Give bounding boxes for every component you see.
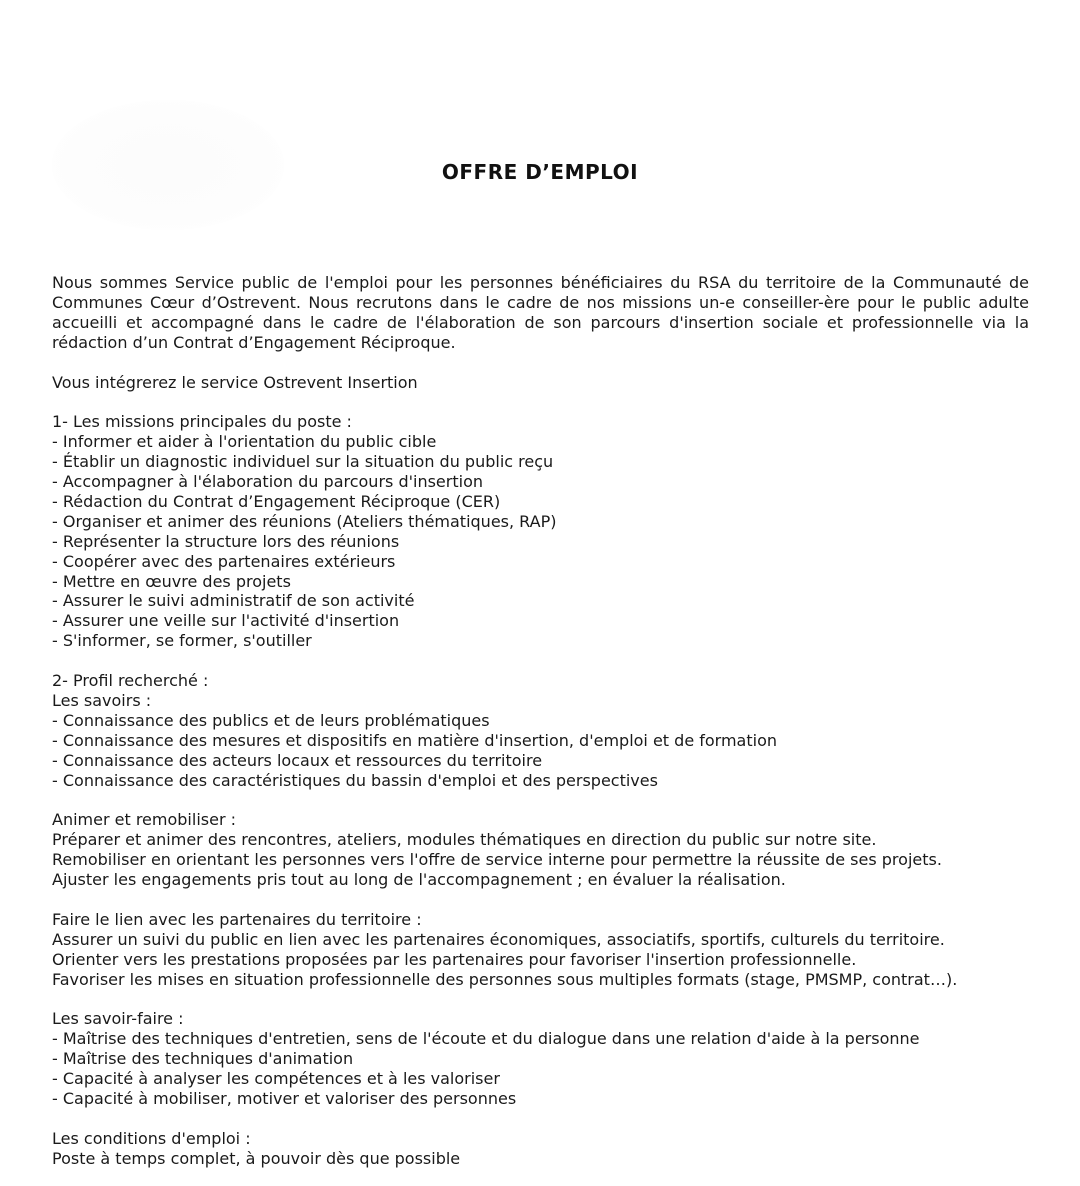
list-item: - Connaissance des caractéristiques du bassin d'emploi et des perspectives	[52, 770, 658, 790]
savoir-faire-heading: Les savoir-faire :	[52, 1009, 184, 1029]
savoir-faire-section	[52, 1009, 1029, 1109]
text-line: Assurer un suivi du public en lien avec les partenaires économiques, associatifs, sportifs, culturels du territoire.	[52, 929, 945, 949]
list-item: - Mettre en œuvre des projets	[52, 571, 291, 591]
text-line: Orienter vers les prestations proposées par les partenaires pour favoriser l'insertion professionnelle.	[52, 949, 857, 969]
list-item: - Représenter la structure lors des réunions	[52, 531, 400, 551]
animer-section	[52, 810, 1029, 890]
savoirs-heading: Les savoirs :	[52, 690, 152, 710]
list-item: - Rédaction du Contrat d’Engagement Réciproque (CER)	[52, 491, 501, 511]
service-line: Vous intégrerez le service Ostrevent Insertion	[52, 372, 418, 392]
text-line: Favoriser les mises en situation professionnelle des personnes sous multiples formats (stage, PMSMP, contrat…).	[52, 969, 958, 989]
list-item: - Organiser et animer des réunions (Ateliers thématiques, RAP)	[52, 511, 557, 531]
list-item: - Informer et aider à l'orientation du public cible	[52, 432, 437, 452]
document-body	[52, 273, 1029, 1169]
missions-heading: 1- Les missions principales du poste :	[52, 412, 352, 432]
text-line: Ajuster les engagements pris tout au long de l'accompagnement ; en évaluer la réalisation.	[52, 870, 786, 890]
text-line: Remobiliser en orientant les personnes vers l'offre de service interne pour permettre la réussite de ses projets.	[52, 850, 942, 870]
profil-section	[52, 671, 1029, 790]
lien-heading: Faire le lien avec les partenaires du territoire :	[52, 909, 422, 929]
text-line: Poste à temps complet, à pouvoir dès que possible	[52, 1148, 461, 1168]
list-item: - Coopérer avec des partenaires extérieurs	[52, 551, 396, 571]
list-item: - Capacité à mobiliser, motiver et valoriser des personnes	[52, 1089, 517, 1109]
list-item: - Établir un diagnostic individuel sur la situation du public reçu	[52, 452, 554, 472]
list-item: - Capacité à analyser les compétences et à les valoriser	[52, 1069, 500, 1089]
text-line: Préparer et animer des rencontres, ateliers, modules thématiques en direction du public sur notre site.	[52, 830, 877, 850]
profil-heading: 2- Profil recherché :	[52, 671, 209, 691]
list-item: - Connaissance des publics et de leurs problématiques	[52, 710, 490, 730]
lien-section	[52, 910, 1029, 990]
page-title	[0, 160, 1080, 184]
missions-section	[52, 412, 1029, 651]
list-item: - Assurer une veille sur l'activité d'insertion	[52, 611, 400, 631]
conditions-heading: Les conditions d'emploi :	[52, 1128, 251, 1148]
list-item: - Accompagner à l'élaboration du parcours d'insertion	[52, 472, 483, 492]
list-item: - Connaissance des mesures et dispositifs en matière d'insertion, d'emploi et de formation	[52, 730, 778, 750]
intro-paragraph: Nous sommes Service public de l'emploi pour les personnes bénéficiaires du RSA du territoire de la Communauté de Communes Cœur d’Ostrevent. Nous recrutons dans le cadre de nos missions un-e conseiller-ère pour le public adulte accueilli et accompagné dans le cadre de l'élaboration de son parcours d'insertion sociale et professionnelle via la rédaction d’un Contrat d’Engagement Réciproque.	[52, 273, 1029, 352]
conditions-section	[52, 1129, 1029, 1169]
list-item: - Maîtrise des techniques d'entretien, sens de l'écoute et du dialogue dans une relation d'aide à la personne	[52, 1029, 920, 1049]
list-item: - S'informer, se former, s'outiller	[52, 631, 312, 651]
list-item: - Assurer le suivi administratif de son activité	[52, 591, 415, 611]
animer-heading: Animer et remobiliser :	[52, 810, 236, 830]
list-item: - Maîtrise des techniques d'animation	[52, 1049, 354, 1069]
title-text: OFFRE D’EMPLOI	[441, 160, 639, 184]
list-item: - Connaissance des acteurs locaux et ressources du territoire	[52, 750, 543, 770]
